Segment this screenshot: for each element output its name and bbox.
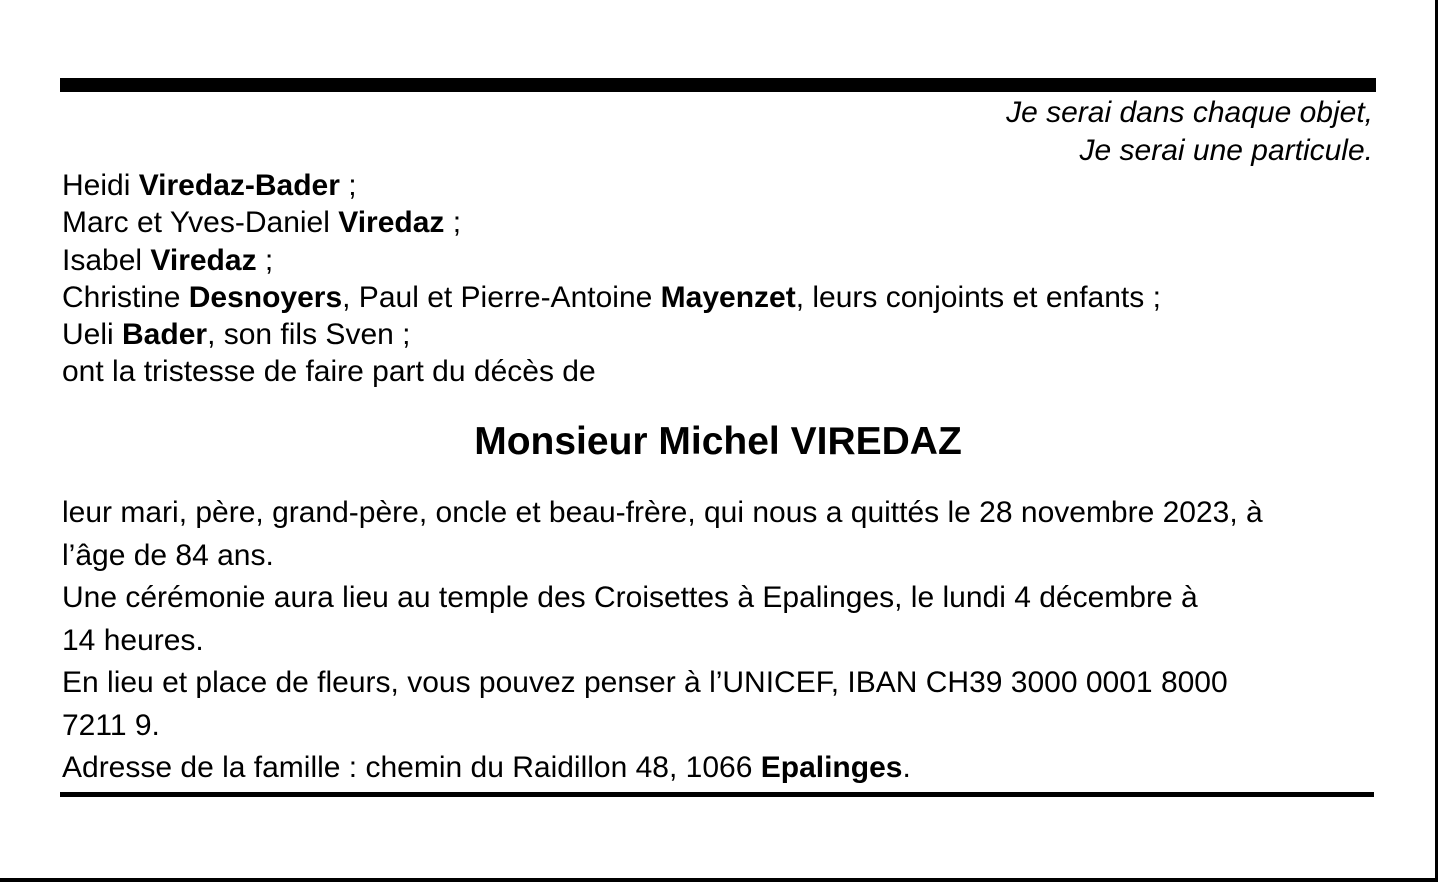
family-address-line: Adresse de la famille : chemin du Raidillon 48, 1066 Epalinges. bbox=[62, 751, 911, 784]
top-rule bbox=[60, 78, 1376, 92]
body-line: l’âge de 84 ans. bbox=[62, 538, 274, 572]
family-line: Isabel Viredaz ; bbox=[62, 243, 274, 277]
body-line: leur mari, père, grand-père, oncle et beau-frère, qui nous a quittés le 28 novembre 2023, à bbox=[62, 496, 1263, 529]
body-line: 7211 9. bbox=[62, 708, 160, 742]
family-line: Heidi Viredaz-Bader ; bbox=[62, 169, 357, 202]
bottom-rule bbox=[60, 792, 1374, 797]
family-line: Marc et Yves-Daniel Viredaz ; bbox=[62, 206, 462, 240]
family-line: Ueli Bader, son fils Sven ; bbox=[62, 318, 411, 352]
body-line: En lieu et place de fleurs, vous pouvez penser à l’UNICEF, IBAN CH39 3000 0001 8000 bbox=[62, 666, 1228, 699]
notice-body bbox=[62, 492, 1378, 790]
announcement-line: ont la tristesse de faire part du décès de bbox=[62, 355, 596, 389]
epigraph-line-1: Je serai dans chaque objet, bbox=[1006, 96, 1373, 129]
scan-edge-bottom bbox=[0, 878, 1438, 882]
family-line: Christine Desnoyers, Paul et Pierre-Antoine Mayenzet, leurs conjoints et enfants ; bbox=[62, 280, 1161, 314]
deceased-name-title: Monsieur Michel VIREDAZ bbox=[474, 420, 962, 463]
epigraph bbox=[60, 94, 1373, 169]
family-list bbox=[62, 167, 1376, 391]
epigraph-line-2: Je serai une particule. bbox=[1079, 133, 1373, 167]
body-line: 14 heures. bbox=[62, 623, 204, 657]
body-line: Une cérémonie aura lieu au temple des Croisettes à Epalinges, le lundi 4 décembre à bbox=[62, 581, 1198, 614]
